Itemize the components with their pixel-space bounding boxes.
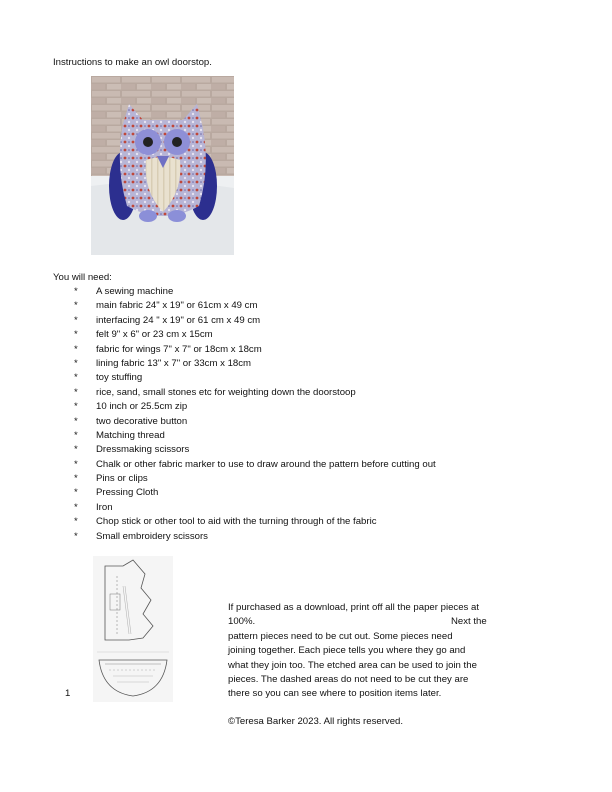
pattern-pieces-photo bbox=[93, 556, 173, 702]
page-title: Instructions to make an owl doorstop. bbox=[53, 57, 212, 68]
instructions-paragraph: If purchased as a download, print off all the paper pieces at 100%. Next the pattern pieces need to be cut out. Some pieces need joining together. Each piece tells you where they go and what they join too. The etched area can be used to join the pieces. The dashed areas do not need to be cut they are there so you can see where to position items later. bbox=[228, 602, 487, 700]
copyright-notice: ©Teresa Barker 2023. All rights reserved. bbox=[228, 716, 404, 727]
you-will-need-heading: You will need: bbox=[53, 272, 112, 283]
owl-doorstop-photo bbox=[91, 76, 234, 255]
page-number: 1 bbox=[65, 688, 71, 699]
